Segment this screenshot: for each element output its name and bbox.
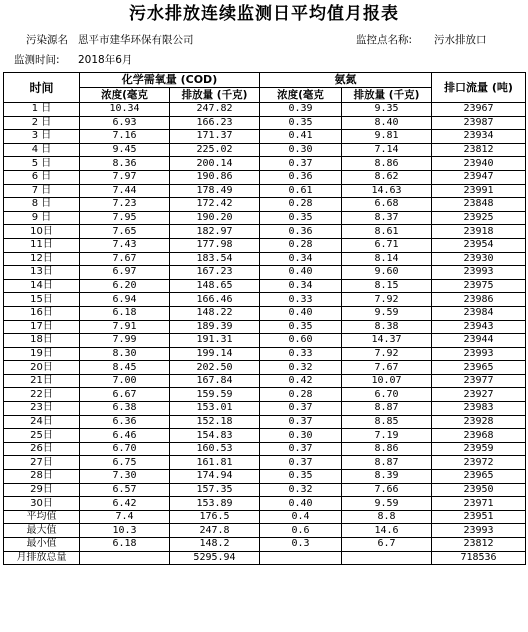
cell-label: 3 日 — [4, 130, 80, 144]
cell-nh3-conc: 0.40 — [260, 266, 342, 280]
cell-nh3-amount: 7.14 — [342, 143, 432, 157]
cell-nh3-conc: 0.32 — [260, 483, 342, 497]
cell-nh3-amount: 14.63 — [342, 184, 432, 198]
cell-nh3-amount: 9.35 — [342, 103, 432, 117]
cell-nh3-conc: 0.32 — [260, 361, 342, 375]
summary-cell-nh3-amount: 14.6 — [342, 524, 432, 538]
cell-flow: 23928 — [432, 415, 526, 429]
cell-flow: 23983 — [432, 402, 526, 416]
cell-flow: 23965 — [432, 470, 526, 484]
table-row — [4, 388, 526, 402]
cell-nh3-amount: 7.67 — [342, 361, 432, 375]
table-row — [4, 442, 526, 456]
table-row — [4, 211, 526, 225]
cell-label: 20日 — [4, 361, 80, 375]
cell-cod-amount: 148.65 — [170, 279, 260, 293]
cell-flow: 23848 — [432, 198, 526, 212]
cell-nh3-amount: 8.40 — [342, 116, 432, 130]
cell-flow: 23950 — [432, 483, 526, 497]
summary-cell-cod-conc: 6.18 — [80, 538, 170, 552]
cell-label: 27日 — [4, 456, 80, 470]
cell-label: 9 日 — [4, 211, 80, 225]
cell-cod-amount: 190.20 — [170, 211, 260, 225]
cell-nh3-conc: 0.30 — [260, 143, 342, 157]
cell-flow: 23954 — [432, 238, 526, 252]
header-cod-conc: 浓度(毫克 — [80, 88, 170, 103]
table-row — [4, 293, 526, 307]
cell-flow: 23972 — [432, 456, 526, 470]
cell-cod-amount: 174.94 — [170, 470, 260, 484]
cell-label: 17日 — [4, 320, 80, 334]
table-row — [4, 157, 526, 171]
polluter-label: 污染源名 — [26, 34, 68, 46]
cell-nh3-conc: 0.61 — [260, 184, 342, 198]
meta-line-1 — [0, 28, 528, 48]
cell-nh3-conc: 0.37 — [260, 157, 342, 171]
table-row — [4, 184, 526, 198]
cell-nh3-conc: 0.28 — [260, 388, 342, 402]
cell-label: 13日 — [4, 266, 80, 280]
cell-cod-amount: 225.02 — [170, 143, 260, 157]
cell-nh3-amount: 8.15 — [342, 279, 432, 293]
cell-cod-conc: 7.30 — [80, 470, 170, 484]
cell-nh3-amount: 9.59 — [342, 306, 432, 320]
header-flow: 排口流量 (吨) — [432, 73, 526, 103]
cell-nh3-conc: 0.37 — [260, 415, 342, 429]
cell-cod-conc: 7.95 — [80, 211, 170, 225]
summary-cell-cod-amount: 247.8 — [170, 524, 260, 538]
cell-flow: 23934 — [432, 130, 526, 144]
cell-cod-conc: 6.36 — [80, 415, 170, 429]
cell-label: 26日 — [4, 442, 80, 456]
cell-nh3-conc: 0.28 — [260, 238, 342, 252]
total-nh3-amount — [342, 551, 432, 565]
cell-flow: 23993 — [432, 266, 526, 280]
cell-nh3-amount: 7.19 — [342, 429, 432, 443]
cell-cod-amount: 160.53 — [170, 442, 260, 456]
cell-cod-conc: 7.67 — [80, 252, 170, 266]
report-title: 污水排放连续监测日平均值月报表 — [129, 4, 399, 24]
cell-nh3-conc: 0.30 — [260, 429, 342, 443]
table-row — [4, 143, 526, 157]
cell-nh3-amount: 8.38 — [342, 320, 432, 334]
table-row — [4, 429, 526, 443]
cell-cod-conc: 7.99 — [80, 334, 170, 348]
cell-nh3-conc: 0.28 — [260, 198, 342, 212]
table-row — [4, 456, 526, 470]
cell-nh3-amount: 8.85 — [342, 415, 432, 429]
cell-label: 11日 — [4, 238, 80, 252]
cell-nh3-conc: 0.37 — [260, 456, 342, 470]
cell-nh3-amount: 8.87 — [342, 402, 432, 416]
cell-cod-conc: 6.94 — [80, 293, 170, 307]
cell-label: 21日 — [4, 374, 80, 388]
cell-nh3-conc: 0.42 — [260, 374, 342, 388]
summary-cell-nh3-conc: 0.3 — [260, 538, 342, 552]
table-row — [4, 170, 526, 184]
cell-cod-amount: 191.31 — [170, 334, 260, 348]
cell-flow: 23967 — [432, 103, 526, 117]
cell-flow: 23927 — [432, 388, 526, 402]
cell-nh3-amount: 8.37 — [342, 211, 432, 225]
table-row — [4, 510, 526, 524]
cell-cod-conc: 6.20 — [80, 279, 170, 293]
cell-nh3-amount: 8.87 — [342, 456, 432, 470]
time-label: 监测时间: — [14, 54, 60, 66]
cell-nh3-amount: 8.62 — [342, 170, 432, 184]
cell-nh3-conc: 0.35 — [260, 211, 342, 225]
cell-cod-amount: 166.23 — [170, 116, 260, 130]
table-row — [4, 103, 526, 117]
cell-cod-amount: 167.23 — [170, 266, 260, 280]
table-row — [4, 225, 526, 239]
cell-flow: 23930 — [432, 252, 526, 266]
cell-nh3-amount: 6.70 — [342, 388, 432, 402]
total-flow: 718536 — [432, 551, 526, 565]
cell-cod-conc: 7.23 — [80, 198, 170, 212]
cell-nh3-amount: 9.81 — [342, 130, 432, 144]
cell-nh3-conc: 0.34 — [260, 279, 342, 293]
cell-cod-amount: 171.37 — [170, 130, 260, 144]
cell-nh3-amount: 9.59 — [342, 497, 432, 511]
table-row — [4, 415, 526, 429]
header-nh3-conc: 浓度(毫克 — [260, 88, 342, 103]
cell-flow: 23975 — [432, 279, 526, 293]
cell-cod-amount: 159.59 — [170, 388, 260, 402]
cell-label: 1 日 — [4, 103, 80, 117]
cell-label: 16日 — [4, 306, 80, 320]
cell-cod-conc: 8.45 — [80, 361, 170, 375]
cell-cod-conc: 7.91 — [80, 320, 170, 334]
summary-cell-cod-conc: 10.3 — [80, 524, 170, 538]
cell-label: 23日 — [4, 402, 80, 416]
cell-cod-amount: 247.82 — [170, 103, 260, 117]
cell-nh3-amount: 7.66 — [342, 483, 432, 497]
cell-flow: 23971 — [432, 497, 526, 511]
table-row — [4, 538, 526, 552]
total-body — [4, 551, 526, 565]
table-row — [4, 306, 526, 320]
cell-label: 4 日 — [4, 143, 80, 157]
cell-nh3-amount: 9.60 — [342, 266, 432, 280]
cell-cod-amount: 190.86 — [170, 170, 260, 184]
summary-cell-nh3-amount: 6.7 — [342, 538, 432, 552]
cell-cod-conc: 7.00 — [80, 374, 170, 388]
cell-cod-amount: 199.14 — [170, 347, 260, 361]
cell-cod-conc: 6.18 — [80, 306, 170, 320]
cell-cod-amount: 178.49 — [170, 184, 260, 198]
cell-cod-conc: 7.16 — [80, 130, 170, 144]
cell-label: 2 日 — [4, 116, 80, 130]
summary-cell-flow: 23812 — [432, 538, 526, 552]
cell-cod-amount: 183.54 — [170, 252, 260, 266]
table-row — [4, 524, 526, 538]
cell-cod-amount: 200.14 — [170, 157, 260, 171]
point-label: 监控点名称: — [356, 34, 413, 46]
summary-cell-cod-conc: 7.4 — [80, 510, 170, 524]
cell-label: 12日 — [4, 252, 80, 266]
header-nh3-amount: 排放量 (千克) — [342, 88, 432, 103]
cell-nh3-amount: 8.86 — [342, 442, 432, 456]
cell-nh3-conc: 0.40 — [260, 306, 342, 320]
cell-cod-amount: 167.84 — [170, 374, 260, 388]
summary-cell-nh3-conc: 0.6 — [260, 524, 342, 538]
header-cod: 化学需氧量 (COD) — [80, 73, 260, 88]
cell-flow: 23812 — [432, 143, 526, 157]
summary-cell-cod-amount: 148.2 — [170, 538, 260, 552]
report-table — [3, 72, 526, 565]
header-cod-amount: 排放量 (千克) — [170, 88, 260, 103]
cell-label: 30日 — [4, 497, 80, 511]
cell-flow: 23943 — [432, 320, 526, 334]
cell-nh3-conc: 0.36 — [260, 225, 342, 239]
cell-nh3-conc: 0.34 — [260, 252, 342, 266]
cell-nh3-conc: 0.40 — [260, 497, 342, 511]
cell-cod-amount: 154.83 — [170, 429, 260, 443]
table-row — [4, 116, 526, 130]
cell-cod-conc: 6.42 — [80, 497, 170, 511]
table-row — [4, 334, 526, 348]
cell-flow: 23991 — [432, 184, 526, 198]
table-row — [4, 347, 526, 361]
cell-cod-conc: 9.45 — [80, 143, 170, 157]
cell-flow: 23940 — [432, 157, 526, 171]
summary-cell-label: 平均值 — [4, 510, 80, 524]
cell-cod-conc: 7.44 — [80, 184, 170, 198]
cell-cod-conc: 8.36 — [80, 157, 170, 171]
summary-cell-cod-amount: 176.5 — [170, 510, 260, 524]
cell-cod-conc: 6.70 — [80, 442, 170, 456]
cell-flow: 23918 — [432, 225, 526, 239]
cell-cod-conc: 7.97 — [80, 170, 170, 184]
cell-nh3-conc: 0.36 — [260, 170, 342, 184]
cell-flow: 23965 — [432, 361, 526, 375]
cell-label: 29日 — [4, 483, 80, 497]
cell-cod-conc: 6.46 — [80, 429, 170, 443]
table-body — [4, 103, 526, 511]
table-row — [4, 130, 526, 144]
cell-nh3-amount: 8.61 — [342, 225, 432, 239]
cell-cod-conc: 6.97 — [80, 266, 170, 280]
cell-flow: 23977 — [432, 374, 526, 388]
cell-cod-conc: 6.67 — [80, 388, 170, 402]
cell-flow: 23968 — [432, 429, 526, 443]
cell-nh3-amount: 6.71 — [342, 238, 432, 252]
cell-nh3-conc: 0.37 — [260, 442, 342, 456]
cell-cod-amount: 189.39 — [170, 320, 260, 334]
cell-cod-conc: 7.65 — [80, 225, 170, 239]
summary-cell-nh3-amount: 8.8 — [342, 510, 432, 524]
cell-nh3-amount: 8.39 — [342, 470, 432, 484]
cell-nh3-conc: 0.33 — [260, 293, 342, 307]
table-row — [4, 198, 526, 212]
cell-nh3-amount: 6.68 — [342, 198, 432, 212]
cell-flow: 23947 — [432, 170, 526, 184]
cell-label: 6 日 — [4, 170, 80, 184]
header-nh3: 氨氮 — [260, 73, 432, 88]
cell-nh3-amount: 14.37 — [342, 334, 432, 348]
summary-cell-flow: 23951 — [432, 510, 526, 524]
meta-line-2 — [0, 48, 528, 68]
cell-cod-conc: 8.30 — [80, 347, 170, 361]
table-row — [4, 402, 526, 416]
table-row — [4, 279, 526, 293]
time-value: 2018年6月 — [78, 54, 133, 66]
cell-label: 19日 — [4, 347, 80, 361]
cell-nh3-conc: 0.39 — [260, 103, 342, 117]
cell-label: 8 日 — [4, 198, 80, 212]
table-row — [4, 266, 526, 280]
cell-nh3-amount: 8.14 — [342, 252, 432, 266]
table-row — [4, 483, 526, 497]
cell-cod-amount: 202.50 — [170, 361, 260, 375]
cell-flow: 23944 — [432, 334, 526, 348]
cell-cod-conc: 6.57 — [80, 483, 170, 497]
cell-cod-amount: 177.98 — [170, 238, 260, 252]
table-row — [4, 374, 526, 388]
cell-nh3-conc: 0.60 — [260, 334, 342, 348]
cell-cod-amount: 161.81 — [170, 456, 260, 470]
cell-label: 10日 — [4, 225, 80, 239]
cell-nh3-amount: 10.07 — [342, 374, 432, 388]
cell-flow: 23986 — [432, 293, 526, 307]
cell-cod-amount: 153.89 — [170, 497, 260, 511]
total-cod-conc — [80, 551, 170, 565]
cell-cod-conc: 6.38 — [80, 402, 170, 416]
table-row — [4, 470, 526, 484]
cell-cod-conc: 6.93 — [80, 116, 170, 130]
cell-flow: 23987 — [432, 116, 526, 130]
cell-nh3-conc: 0.35 — [260, 116, 342, 130]
header-row-1 — [4, 73, 526, 88]
cell-cod-amount: 153.01 — [170, 402, 260, 416]
polluter-value: 恩平市建华环保有限公司 — [78, 34, 194, 46]
table-row — [4, 497, 526, 511]
cell-nh3-conc: 0.35 — [260, 320, 342, 334]
summary-body — [4, 510, 526, 551]
cell-cod-conc: 6.75 — [80, 456, 170, 470]
cell-cod-amount: 166.46 — [170, 293, 260, 307]
cell-nh3-conc: 0.37 — [260, 402, 342, 416]
cell-nh3-conc: 0.35 — [260, 470, 342, 484]
cell-cod-amount: 172.42 — [170, 198, 260, 212]
table-row — [4, 252, 526, 266]
table-row — [4, 361, 526, 375]
point-value: 污水排放口 — [434, 34, 487, 46]
summary-cell-label: 最大值 — [4, 524, 80, 538]
cell-cod-amount: 152.18 — [170, 415, 260, 429]
table-row — [4, 320, 526, 334]
cell-label: 28日 — [4, 470, 80, 484]
cell-cod-amount: 148.22 — [170, 306, 260, 320]
cell-cod-conc: 7.43 — [80, 238, 170, 252]
cell-label: 5 日 — [4, 157, 80, 171]
cell-nh3-amount: 7.92 — [342, 293, 432, 307]
cell-label: 25日 — [4, 429, 80, 443]
total-nh3-conc — [260, 551, 342, 565]
header-time: 时间 — [4, 73, 80, 103]
summary-cell-flow: 23993 — [432, 524, 526, 538]
cell-nh3-conc: 0.41 — [260, 130, 342, 144]
cell-label: 15日 — [4, 293, 80, 307]
cell-label: 7 日 — [4, 184, 80, 198]
cell-nh3-amount: 8.86 — [342, 157, 432, 171]
cell-flow: 23984 — [432, 306, 526, 320]
cell-label: 14日 — [4, 279, 80, 293]
table-row — [4, 238, 526, 252]
cell-flow: 23925 — [432, 211, 526, 225]
summary-cell-label: 最小值 — [4, 538, 80, 552]
total-label: 月排放总量 — [4, 551, 80, 565]
summary-cell-nh3-conc: 0.4 — [260, 510, 342, 524]
cell-cod-amount: 157.35 — [170, 483, 260, 497]
total-row — [4, 551, 526, 565]
cell-nh3-amount: 7.92 — [342, 347, 432, 361]
total-cod-amount: 5295.94 — [170, 551, 260, 565]
cell-cod-amount: 182.97 — [170, 225, 260, 239]
cell-label: 24日 — [4, 415, 80, 429]
cell-label: 22日 — [4, 388, 80, 402]
cell-flow: 23959 — [432, 442, 526, 456]
cell-label: 18日 — [4, 334, 80, 348]
cell-flow: 23993 — [432, 347, 526, 361]
cell-cod-conc: 10.34 — [80, 103, 170, 117]
cell-nh3-conc: 0.33 — [260, 347, 342, 361]
